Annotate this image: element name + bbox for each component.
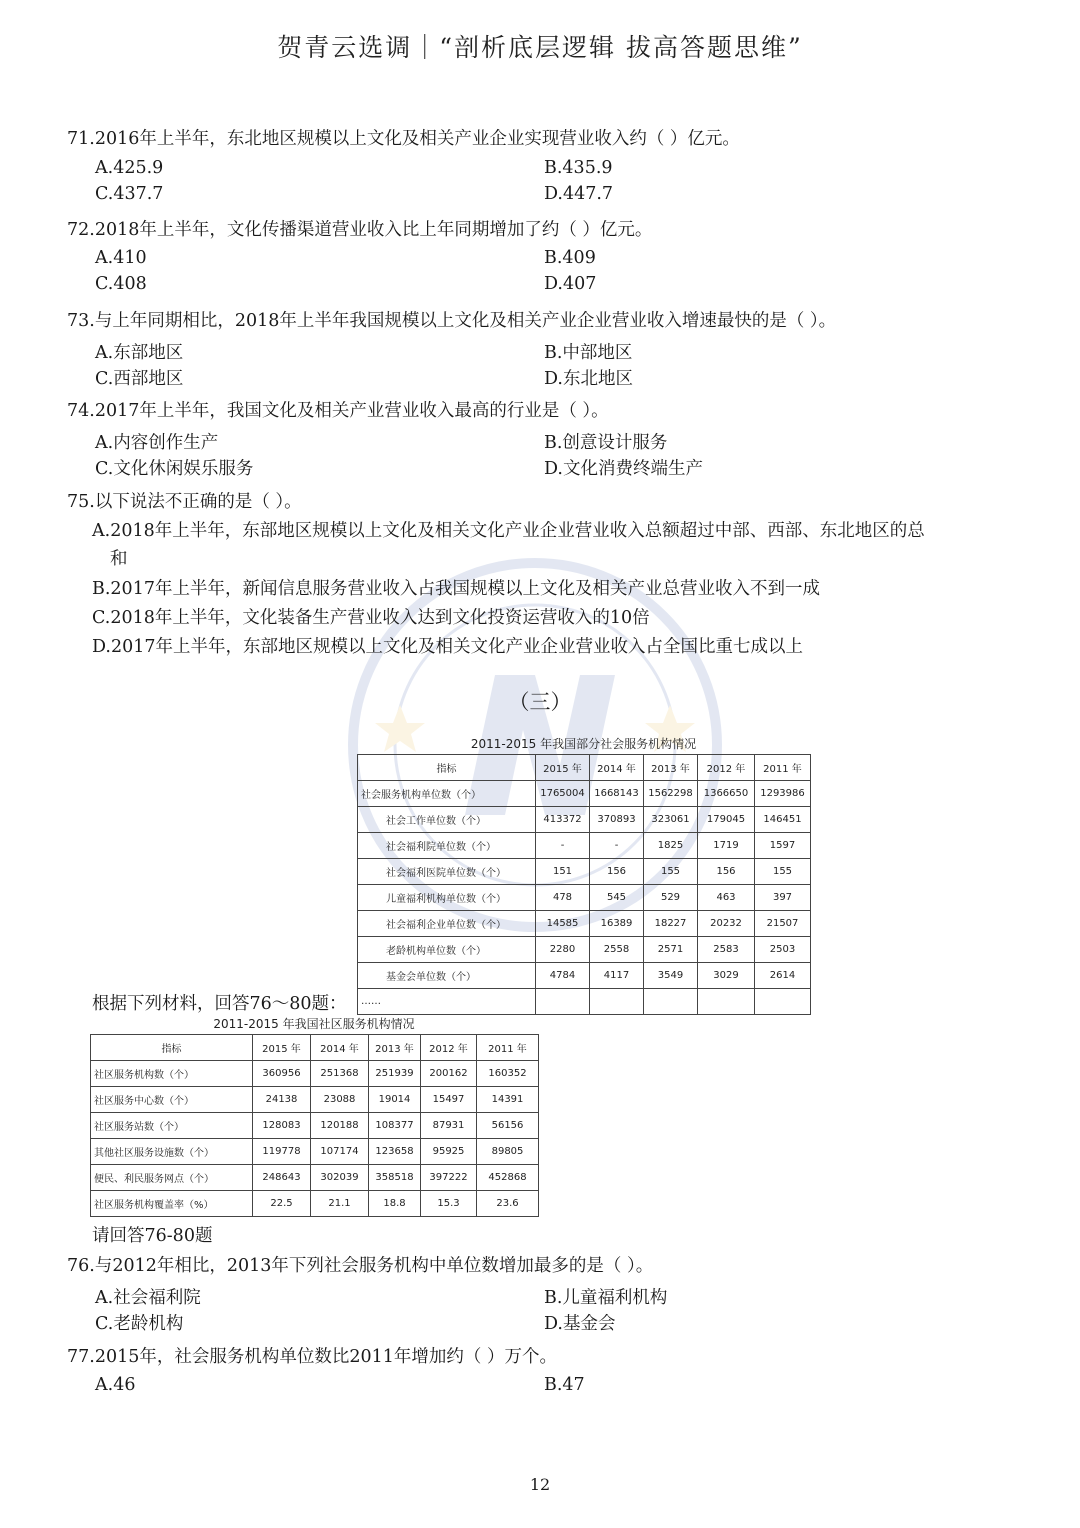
row-label: 社会服务机构单位数（个） [358, 781, 536, 807]
table-cell: 89805 [477, 1139, 539, 1165]
option-76-c: C.老龄机构 [95, 1314, 184, 1334]
table2-caption: 2011-2015 年我国社区服务机构情况 [213, 1017, 415, 1031]
option-74-c: C.文化休闲娱乐服务 [95, 459, 254, 479]
table-cell: 107174 [311, 1139, 369, 1165]
material-intro: 根据下列材料，回答76～80题： [92, 994, 347, 1014]
table-cell: 24138 [253, 1087, 311, 1113]
table-cell: 529 [644, 885, 698, 911]
table-row [358, 781, 811, 807]
option-75-b: B.2017年上半年，新闻信息服务营业收入占我国规模以上文化及相关产业总营业收入不到一成 [92, 579, 820, 599]
table-row [358, 989, 811, 1015]
table-cell: 248643 [253, 1165, 311, 1191]
option-75-d: D.2017年上半年，东部地区规模以上文化及相关文化产业企业营业收入占全国比重七成以上 [92, 637, 804, 657]
table-cell: 23.6 [477, 1191, 539, 1217]
option-73-a: A.东部地区 [95, 343, 184, 363]
table-cell: 413372 [536, 807, 590, 833]
table-cell: 14585 [536, 911, 590, 937]
table-cell: 95925 [421, 1139, 477, 1165]
table-cell: 119778 [253, 1139, 311, 1165]
table-header-cell: 2011 年 [755, 755, 811, 781]
table-cell: 155 [755, 859, 811, 885]
table-cell: 463 [698, 885, 755, 911]
table-cell: 251939 [369, 1061, 421, 1087]
table-cell: 14391 [477, 1087, 539, 1113]
option-76-b: B.儿童福利机构 [544, 1288, 668, 1308]
table-cell: 128083 [253, 1113, 311, 1139]
table-row [358, 833, 811, 859]
table-cell: 1597 [755, 833, 811, 859]
question-73: 73.与上年同期相比，2018年上半年我国规模以上文化及相关产业企业营业收入增速最快的是（ ）。 [67, 311, 837, 331]
table-cell: 2280 [536, 937, 590, 963]
table-cell: 478 [536, 885, 590, 911]
table-cell: 108377 [369, 1113, 421, 1139]
row-label: 便民、利民服务网点（个） [91, 1165, 253, 1191]
table-cell: 251368 [311, 1061, 369, 1087]
table-cell: 18.8 [369, 1191, 421, 1217]
table-cell [644, 989, 698, 1015]
table-cell: 155 [644, 859, 698, 885]
table-cell: - [590, 833, 644, 859]
table-cell: 323061 [644, 807, 698, 833]
table-cell: 200162 [421, 1061, 477, 1087]
table1-caption: 2011-2015 年我国部分社会服务机构情况 [470, 737, 697, 751]
row-label: 社会福利院单位数（个） [358, 833, 536, 859]
table-header-row [91, 1035, 539, 1061]
social-service-table [357, 754, 811, 1015]
table-header-cell: 2015 年 [536, 755, 590, 781]
community-service-table [90, 1034, 539, 1217]
option-72-a: A.410 [95, 248, 147, 268]
option-71-a: A.425.9 [95, 158, 164, 178]
table-header-cell: 2013 年 [369, 1035, 421, 1061]
question-75: 75.以下说法不正确的是（ ）。 [67, 492, 302, 512]
row-label: 儿童福利机构单位数（个） [358, 885, 536, 911]
table-cell: 358518 [369, 1165, 421, 1191]
page-number: 12 [529, 1475, 551, 1494]
answer-instruction: 请回答76-80题 [92, 1226, 213, 1246]
table-cell [698, 989, 755, 1015]
question-77: 77.2015年，社会服务机构单位数比2011年增加约（ ）万个。 [67, 1347, 557, 1367]
table-cell: 20232 [698, 911, 755, 937]
option-74-d: D.文化消费终端生产 [544, 459, 703, 479]
table-cell: 87931 [421, 1113, 477, 1139]
table-cell: 360956 [253, 1061, 311, 1087]
option-71-d: D.447.7 [544, 184, 614, 204]
table-cell: 160352 [477, 1061, 539, 1087]
question-71: 71.2016年上半年，东北地区规模以上文化及相关产业企业实现营业收入约（ ）亿元。 [67, 129, 740, 149]
option-74-b: B.创意设计服务 [544, 433, 668, 453]
table-cell: 15.3 [421, 1191, 477, 1217]
table-row [91, 1191, 539, 1217]
option-71-b: B.435.9 [544, 158, 613, 178]
table-row [91, 1087, 539, 1113]
table-cell: 452868 [477, 1165, 539, 1191]
table-cell: 21507 [755, 911, 811, 937]
table-cell [590, 989, 644, 1015]
row-label: …… [358, 989, 536, 1015]
table-cell: 1668143 [590, 781, 644, 807]
table-cell [536, 989, 590, 1015]
table-header-row [358, 755, 811, 781]
question-74: 74.2017年上半年，我国文化及相关产业营业收入最高的行业是（ ）。 [67, 401, 609, 421]
table-cell: 2558 [590, 937, 644, 963]
row-label: 老龄机构单位数（个） [358, 937, 536, 963]
option-75-a-cont: 和 [110, 549, 128, 569]
table-cell: 397222 [421, 1165, 477, 1191]
option-77-a: A.46 [95, 1375, 136, 1395]
table-cell: 1719 [698, 833, 755, 859]
row-label: 社会工作单位数（个） [358, 807, 536, 833]
row-label: 社会福利医院单位数（个） [358, 859, 536, 885]
table-cell: 545 [590, 885, 644, 911]
table-cell: 156 [590, 859, 644, 885]
row-label: 社会福利企业单位数（个） [358, 911, 536, 937]
table-cell: 1562298 [644, 781, 698, 807]
table-cell: 2571 [644, 937, 698, 963]
table-cell: 23088 [311, 1087, 369, 1113]
table-row [91, 1061, 539, 1087]
option-77-b: B.47 [544, 1375, 585, 1395]
option-75-a: A.2018年上半年，东部地区规模以上文化及相关文化产业企业营业收入总额超过中部、西部、东北地区的总 [92, 521, 925, 541]
table-cell: 22.5 [253, 1191, 311, 1217]
row-label: 社区服务站数（个） [91, 1113, 253, 1139]
table-cell: 179045 [698, 807, 755, 833]
row-label: 其他社区服务设施数（个） [91, 1139, 253, 1165]
table-cell: 2503 [755, 937, 811, 963]
option-73-b: B.中部地区 [544, 343, 633, 363]
table-cell: 1366650 [698, 781, 755, 807]
table-cell: 19014 [369, 1087, 421, 1113]
option-73-d: D.东北地区 [544, 369, 633, 389]
table-header-cell: 2012 年 [698, 755, 755, 781]
option-76-d: D.基金会 [544, 1314, 616, 1334]
table-cell: 1825 [644, 833, 698, 859]
table-header-cell: 2013 年 [644, 755, 698, 781]
question-76: 76.与2012年相比，2013年下列社会服务机构中单位数增加最多的是（ ）。 [67, 1256, 654, 1276]
table-cell: 1765004 [536, 781, 590, 807]
table-row [358, 937, 811, 963]
table-row [91, 1113, 539, 1139]
option-74-a: A.内容创作生产 [95, 433, 219, 453]
table-cell: 18227 [644, 911, 698, 937]
table-cell: 370893 [590, 807, 644, 833]
table-cell: 302039 [311, 1165, 369, 1191]
option-76-a: A.社会福利院 [95, 1288, 201, 1308]
table-cell: 156 [698, 859, 755, 885]
table-cell: 3549 [644, 963, 698, 989]
row-label: 社区服务机构覆盖率（%） [91, 1191, 253, 1217]
row-label: 基金会单位数（个） [358, 963, 536, 989]
table-row [358, 885, 811, 911]
table-header-cell: 2015 年 [253, 1035, 311, 1061]
table-header-cell: 2012 年 [421, 1035, 477, 1061]
table-cell: 21.1 [311, 1191, 369, 1217]
table-cell: 1293986 [755, 781, 811, 807]
table-cell: 120188 [311, 1113, 369, 1139]
page-header: 贺青云选调｜“剖析底层逻辑 拔高答题思维” [277, 33, 803, 62]
table-cell: 15497 [421, 1087, 477, 1113]
table-row [91, 1165, 539, 1191]
table-cell [755, 989, 811, 1015]
option-72-d: D.407 [544, 274, 597, 294]
table-header-cell: 指标 [91, 1035, 253, 1061]
option-71-c: C.437.7 [95, 184, 164, 204]
table-cell: 2583 [698, 937, 755, 963]
question-72: 72.2018年上半年，文化传播渠道营业收入比上年同期增加了约（ ）亿元。 [67, 220, 653, 240]
table-cell: 123658 [369, 1139, 421, 1165]
table-cell: - [536, 833, 590, 859]
table-header-cell: 2014 年 [311, 1035, 369, 1061]
table-cell: 3029 [698, 963, 755, 989]
table-row [358, 963, 811, 989]
table-header-cell: 2014 年 [590, 755, 644, 781]
table-cell: 397 [755, 885, 811, 911]
table-row [91, 1139, 539, 1165]
table-header-cell: 2011 年 [477, 1035, 539, 1061]
table-row [358, 859, 811, 885]
table-row [358, 807, 811, 833]
row-label: 社区服务中心数（个） [91, 1087, 253, 1113]
table-cell: 2614 [755, 963, 811, 989]
option-73-c: C.西部地区 [95, 369, 184, 389]
option-72-c: C.408 [95, 274, 147, 294]
option-75-c: C.2018年上半年，文化装备生产营业收入达到文化投资运营收入的10倍 [92, 608, 650, 628]
table-cell: 4784 [536, 963, 590, 989]
row-label: 社区服务机构数（个） [91, 1061, 253, 1087]
table-cell: 151 [536, 859, 590, 885]
table-cell: 16389 [590, 911, 644, 937]
table-row [358, 911, 811, 937]
table-cell: 4117 [590, 963, 644, 989]
table-cell: 146451 [755, 807, 811, 833]
option-72-b: B.409 [544, 248, 596, 268]
table-cell: 56156 [477, 1113, 539, 1139]
section-title: （三） [508, 690, 572, 714]
table-header-cell: 指标 [358, 755, 536, 781]
